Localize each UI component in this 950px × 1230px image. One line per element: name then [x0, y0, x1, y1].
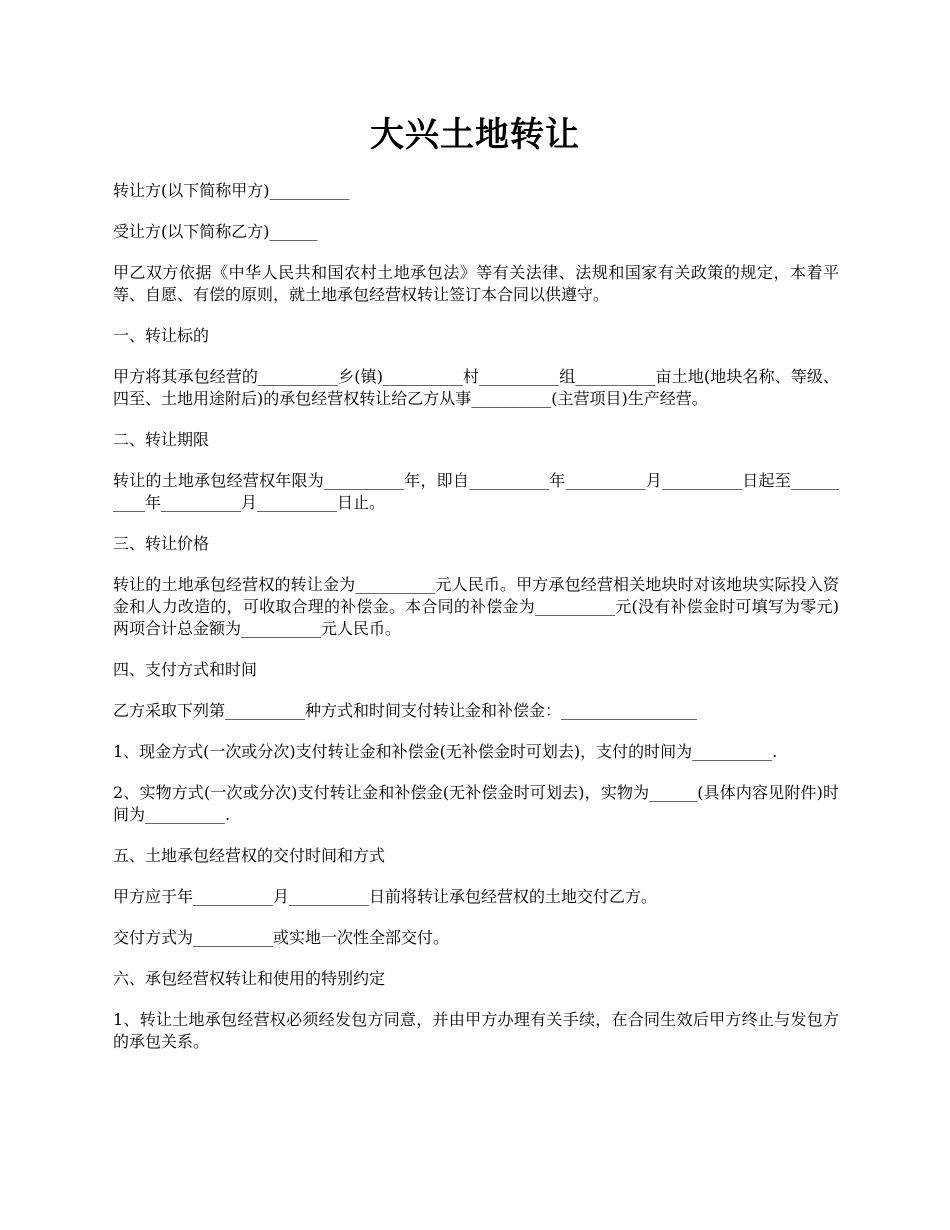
document-body [113, 180, 839, 1072]
section-heading-5: 五、土地承包经营权的交付时间和方式 [113, 846, 386, 865]
document-title: 大兴土地转让 [370, 115, 580, 155]
party-a-line: 转让方(以下简称甲方)__________ [113, 181, 350, 200]
party-b-line: 受让方(以下简称乙方)______ [113, 222, 318, 241]
section-heading-3: 三、转让价格 [113, 534, 210, 553]
section-5-paragraph-1: 甲方应于年__________月__________日前将转让承包经营权的土地交付乙方。 [113, 887, 658, 906]
section-1-paragraph: 甲方将其承包经营的__________乡(镇)__________村__________组__________亩土地(地块名称、等级、四至、土地用途附后)的承包经营权转让给乙方从事__________(主营项目)生产经营。 [113, 367, 839, 408]
section-heading-1: 一、转让标的 [113, 326, 210, 345]
section-5-paragraph-2: 交付方式为__________或实地一次性全部交付。 [113, 928, 450, 947]
section-3-paragraph: 转让的土地承包经营权的转让金为__________元人民币。甲方承包经营相关地块时对该地块实际投入资金和人力改造的，可收取合理的补偿金。本合同的补偿金为__________元(没有补偿金时可填写为零元)两项合计总金额为__________元人民币。 [113, 575, 839, 638]
section-4-item-2: 2、实物方式(一次或分次)支付转让金和补偿金(无补偿金时可划去)，实物为______(具体内容见附件)时间为__________. [113, 783, 839, 824]
section-2-paragraph: 转让的土地承包经营权年限为__________年，即自__________年__________月__________日起至__________年__________月__________日止。 [113, 471, 839, 512]
preamble-paragraph: 甲乙双方依据《中华人民共和国农村土地承包法》等有关法律、法规和国家有关政策的规定，本着平等、自愿、有偿的原则，就土地承包经营权转让签订本合同以供遵守。 [113, 263, 839, 304]
section-4-item-1: 1、现金方式(一次或分次)支付转让金和补偿金(无补偿金时可划去)，支付的时间为__________. [113, 742, 778, 761]
section-4-paragraph: 乙方采取下列第__________种方式和时间支付转让金和补偿金：_________________ [113, 701, 698, 720]
section-6-item-1: 1、转让土地承包经营权必须经发包方同意，并由甲方办理有关手续，在合同生效后甲方终止与发包方的承包关系。 [113, 1010, 839, 1051]
section-heading-6: 六、承包经营权转让和使用的特别约定 [113, 969, 386, 988]
section-heading-2: 二、转让期限 [113, 430, 210, 449]
section-heading-4: 四、支付方式和时间 [113, 660, 258, 679]
